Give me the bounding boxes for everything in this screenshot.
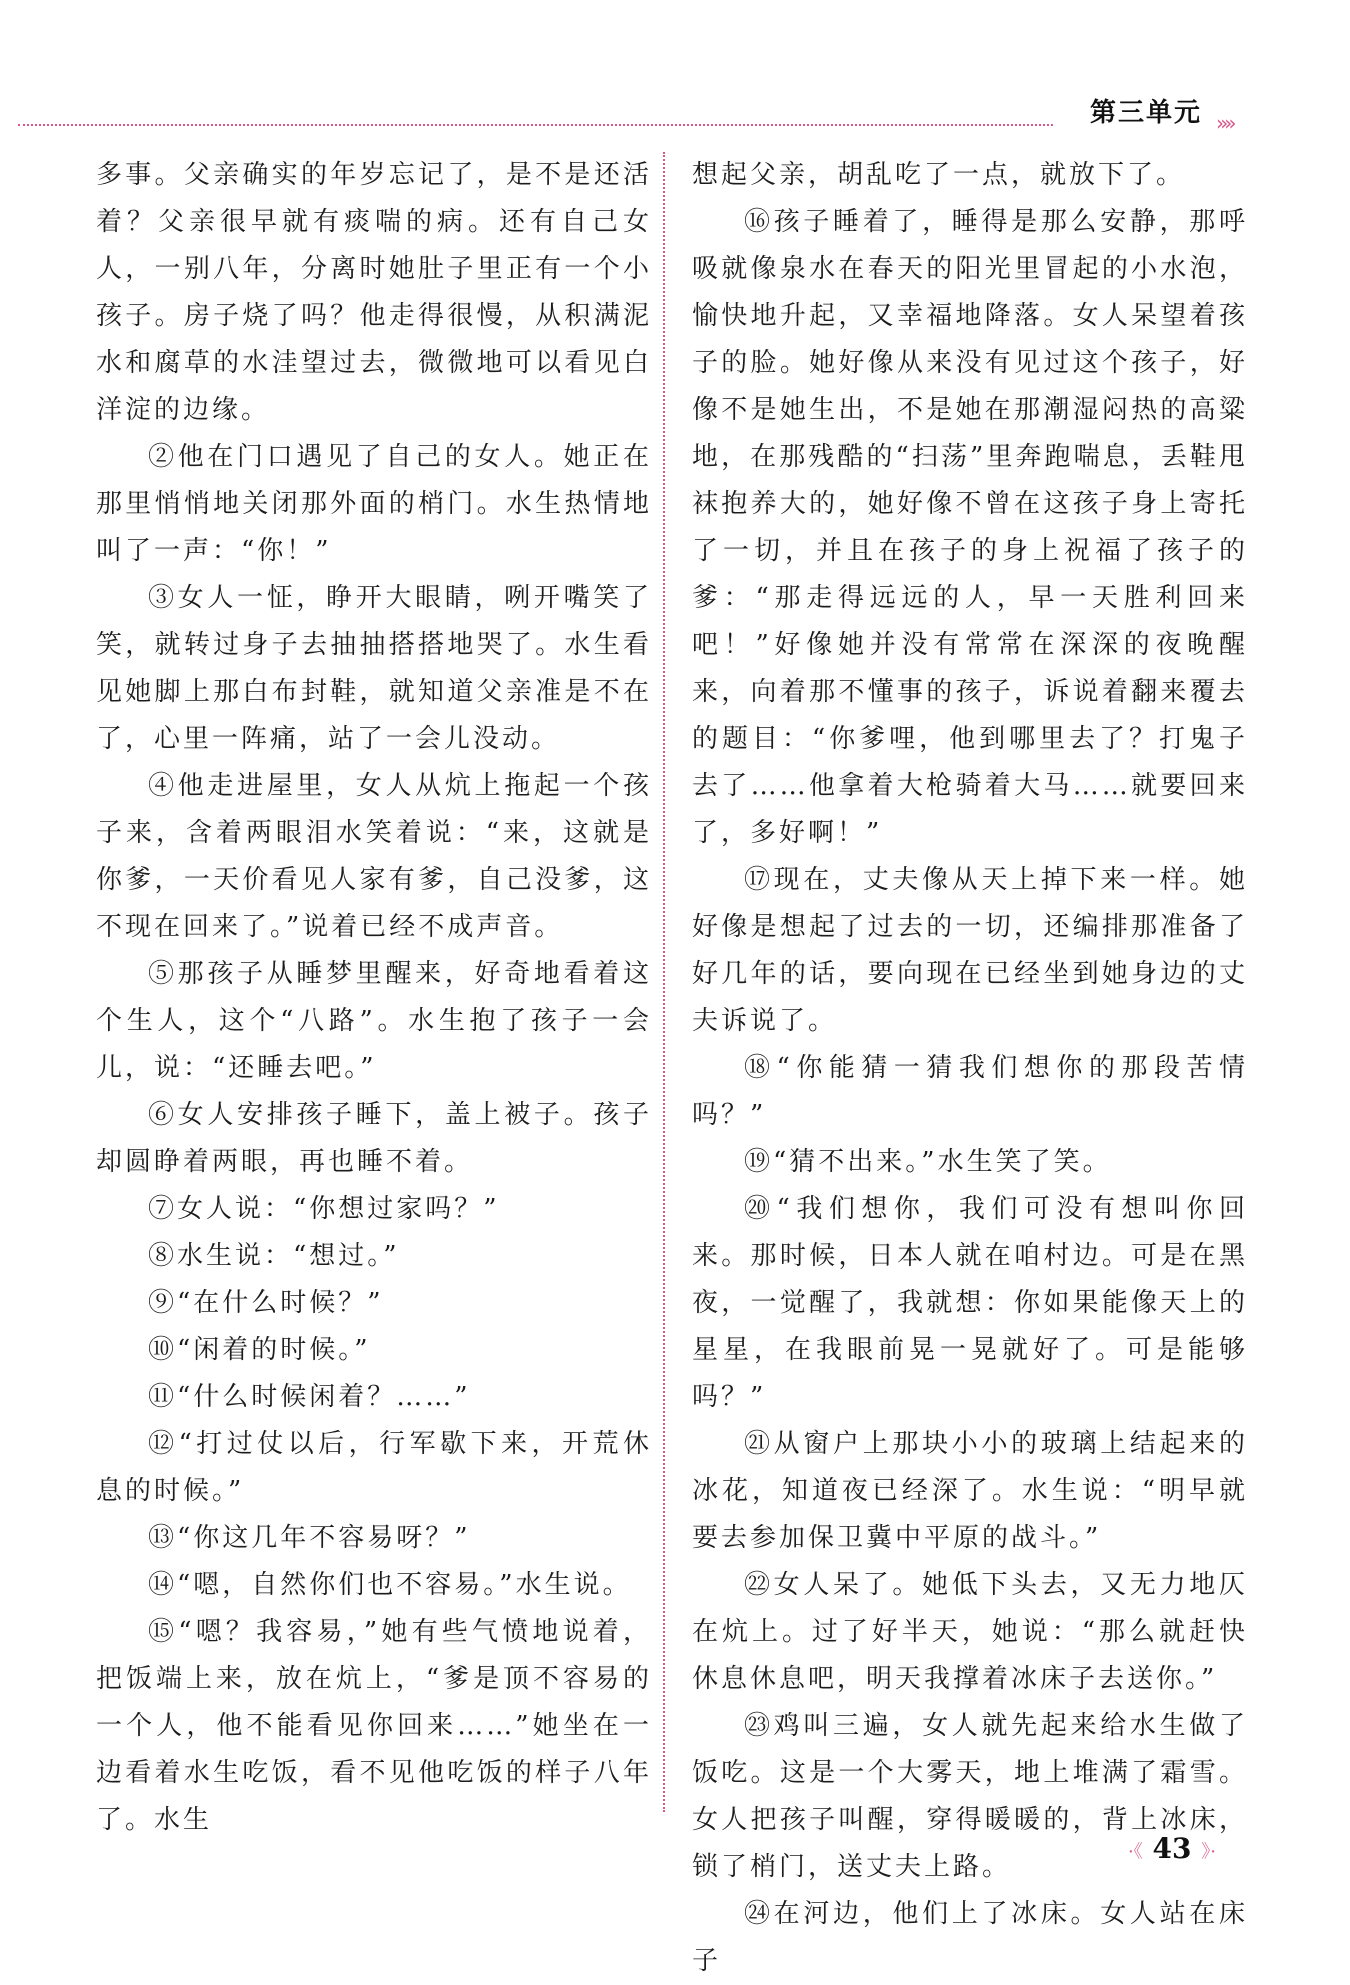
page-number	[1128, 1832, 1216, 1865]
double-chevron-icon: »»	[1216, 111, 1233, 135]
paragraph: ⑱“你能猜一猜我们想你的那段苦情吗？”	[692, 1053, 1248, 1130]
paragraph: 多事。父亲确实的年岁忘记了，是不是还活着？父亲很早就有痰喘的病。还有自己女人，一别八年，分离时她肚子里正有一个小孩子。房子烧了吗？他走得很慢，从积满泥水和腐草的水洼望过去，微微地可以看见白洋淀的边缘。	[96, 160, 652, 425]
left-text-column	[96, 152, 652, 1844]
page-number-deco-left: ·《	[1128, 1841, 1143, 1863]
paragraph: ㉔在河边，他们上了冰床。女人站在床子	[692, 1899, 1248, 1976]
paragraph: ⑨“在什么时候？”	[148, 1288, 384, 1318]
right-text-column	[692, 152, 1248, 1985]
page-number-deco-right: 》·	[1201, 1841, 1216, 1863]
page-number-value: 43	[1152, 1832, 1192, 1865]
paragraph: ⑩“闲着的时候。”	[148, 1335, 371, 1365]
page-header	[18, 92, 1240, 135]
column-divider	[663, 152, 665, 1812]
paragraph: 想起父亲，胡乱吃了一点，就放下了。	[692, 160, 1186, 190]
paragraph: ㉓鸡叫三遍，女人就先起来给水生做了饭吃。这是一个大雾天，地上堆满了霜雪。女人把孩子叫醒，穿得暖暖的，背上冰床，锁了梢门，送丈夫上路。	[692, 1711, 1248, 1882]
paragraph: ⑪“什么时候闲着？……”	[148, 1382, 471, 1412]
paragraph: ⑭“嗯，自然你们也不容易。”水生说。	[148, 1570, 632, 1600]
paragraph: ⑫“打过仗以后，行军歇下来，开荒休息的时候。”	[96, 1429, 652, 1506]
paragraph: ⑥女人安排孩子睡下，盖上被子。孩子却圆睁着两眼，再也睡不着。	[96, 1100, 652, 1177]
header-divider	[18, 124, 1053, 126]
paragraph: ⑰现在，丈夫像从天上掉下来一样。她好像是想起了过去的一切，还编排那准备了好几年的话，要向现在已经坐到她身边的丈夫诉说了。	[692, 865, 1248, 1036]
paragraph: ⑳“我们想你，我们可没有想叫你回来。那时候，日本人就在咱村边。可是在黑夜，一觉醒了，我就想：你如果能像天上的星星，在我眼前晃一晃就好了。可是能够吗？”	[692, 1194, 1248, 1412]
paragraph: ②他在门口遇见了自己的女人。她正在那里悄悄地关闭那外面的梢门。水生热情地叫了一声：“你！”	[96, 442, 652, 566]
paragraph: ⑮“嗯？我容易，”她有些气愤地说着，把饭端上来，放在炕上，“爹是顶不容易的一个人，他不能看见你回来……”她坐在一边看着水生吃饭，看不见他吃饭的样子八年了。水生	[96, 1617, 652, 1835]
unit-title: 第三单元	[1090, 98, 1203, 128]
paragraph: ⑯孩子睡着了，睡得是那么安静，那呼吸就像泉水在春天的阳光里冒起的小水泡，愉快地升起，又幸福地降落。女人呆望着孩子的脸。她好像从来没有见过这个孩子，好像不是她生出，不是她在那潮湿闷热的高粱地，在那残酷的“扫荡”里奔跑喘息，丢鞋甩袜抱养大的，她好像不曾在这孩子身上寄托了一切，并且在孩子的身上祝福了孩子的爹：“那走得远远的人，早一天胜利回来吧！”好像她并没有常常在深深的夜晚醒来，向着那不懂事的孩子，诉说着翻来覆去的题目：“你爹哩，他到哪里去了？打鬼子去了……他拿着大枪骑着大马……就要回来了，多好啊！”	[692, 207, 1248, 848]
paragraph: ⑦女人说：“你想过家吗？”	[148, 1194, 500, 1224]
paragraph: ③女人一怔，睁开大眼睛，咧开嘴笑了笑，就转过身子去抽抽搭搭地哭了。水生看见她脚上那白布封鞋，就知道父亲准是不在了，心里一阵痛，站了一会儿没动。	[96, 583, 652, 754]
paragraph: ⑧水生说：“想过。”	[148, 1241, 400, 1271]
paragraph: ㉒女人呆了。她低下头去，又无力地仄在炕上。过了好半天，她说：“那么就赶快休息休息吧，明天我撑着冰床子去送你。”	[692, 1570, 1248, 1694]
paragraph: ④他走进屋里，女人从炕上拖起一个孩子来，含着两眼泪水笑着说：“来，这就是你爹，一天价看见人家有爹，自己没爹，这不现在回来了。”说着已经不成声音。	[96, 771, 652, 942]
paragraph: ⑬“你这几年不容易呀？”	[148, 1523, 471, 1553]
paragraph: ㉑从窗户上那块小小的玻璃上结起来的冰花，知道夜已经深了。水生说：“明早就要去参加保卫冀中平原的战斗。”	[692, 1429, 1248, 1553]
paragraph: ⑲“猜不出来。”水生笑了笑。	[744, 1147, 1112, 1177]
paragraph: ⑤那孩子从睡梦里醒来，好奇地看着这个生人，这个“八路”。水生抱了孩子一会儿，说：“还睡去吧。”	[96, 959, 652, 1083]
